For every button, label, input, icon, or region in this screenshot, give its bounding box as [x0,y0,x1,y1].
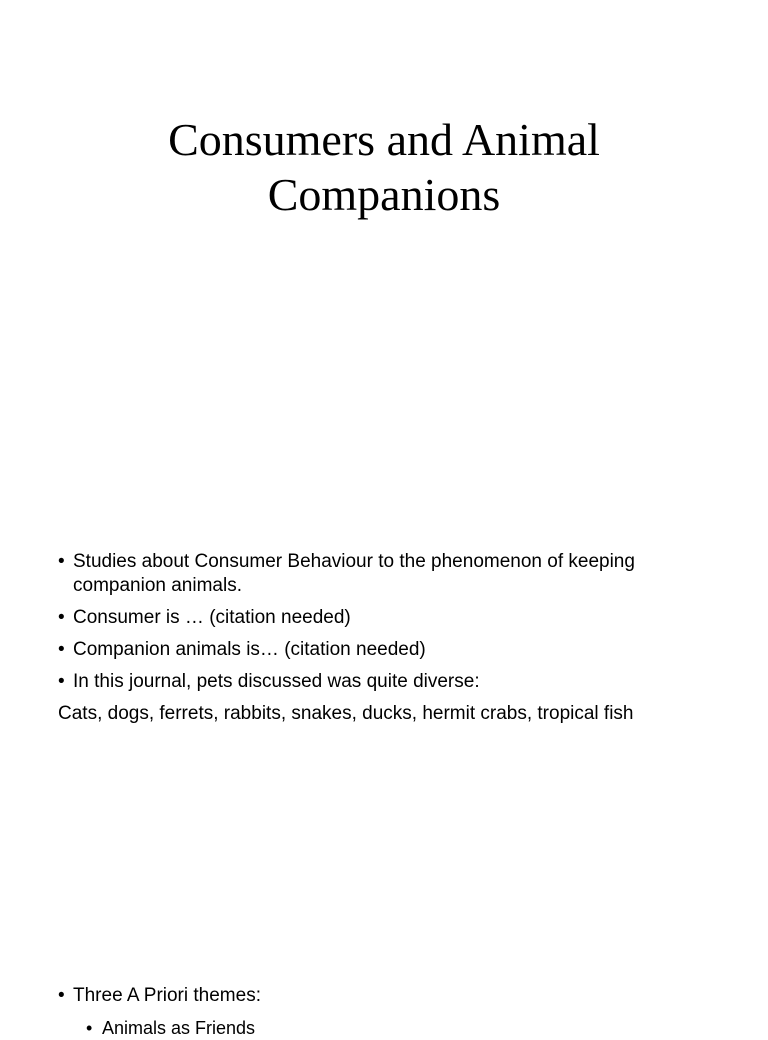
bullet-text: Three A Priori themes: [73,985,261,1006]
sub-bullet-text: Animals as Friends [102,1018,256,1038]
pet-list-line [58,702,718,726]
slide-1-bullet-list [58,550,718,734]
bullet-dot-icon: • [58,551,65,572]
bullet-item [58,984,718,1008]
bullet-item [58,606,718,630]
bullet-text: Companion animals is… (citation needed) [73,639,426,660]
bullet-item [58,670,718,694]
bullet-text: In this journal, pets discussed was quite diverse: [73,671,480,692]
pet-list-text: Cats, dogs, ferrets, rabbits, snakes, ducks, hermit crabs, tropical fish [58,703,634,724]
bullet-text: Consumer is … (citation needed) [73,607,351,628]
bullet-text: Studies about Consumer Behaviour to the phenomenon of keeping companion animals. [73,551,635,596]
slide-2-bullet-list [58,984,718,1040]
slide-title [0,112,768,222]
bullet-dot-icon: • [58,985,65,1006]
sub-bullet-item [58,1016,718,1040]
slide-title-line-2: Companions [267,169,501,220]
bullet-dot-icon: • [58,639,65,660]
sub-bullet-dot-icon: • [86,1018,93,1038]
bullet-dot-icon: • [58,671,65,692]
slide-title-line-1: Consumers and Animal [168,114,600,165]
bullet-dot-icon: • [58,607,65,628]
bullet-item [58,638,718,662]
bullet-item [58,550,718,598]
